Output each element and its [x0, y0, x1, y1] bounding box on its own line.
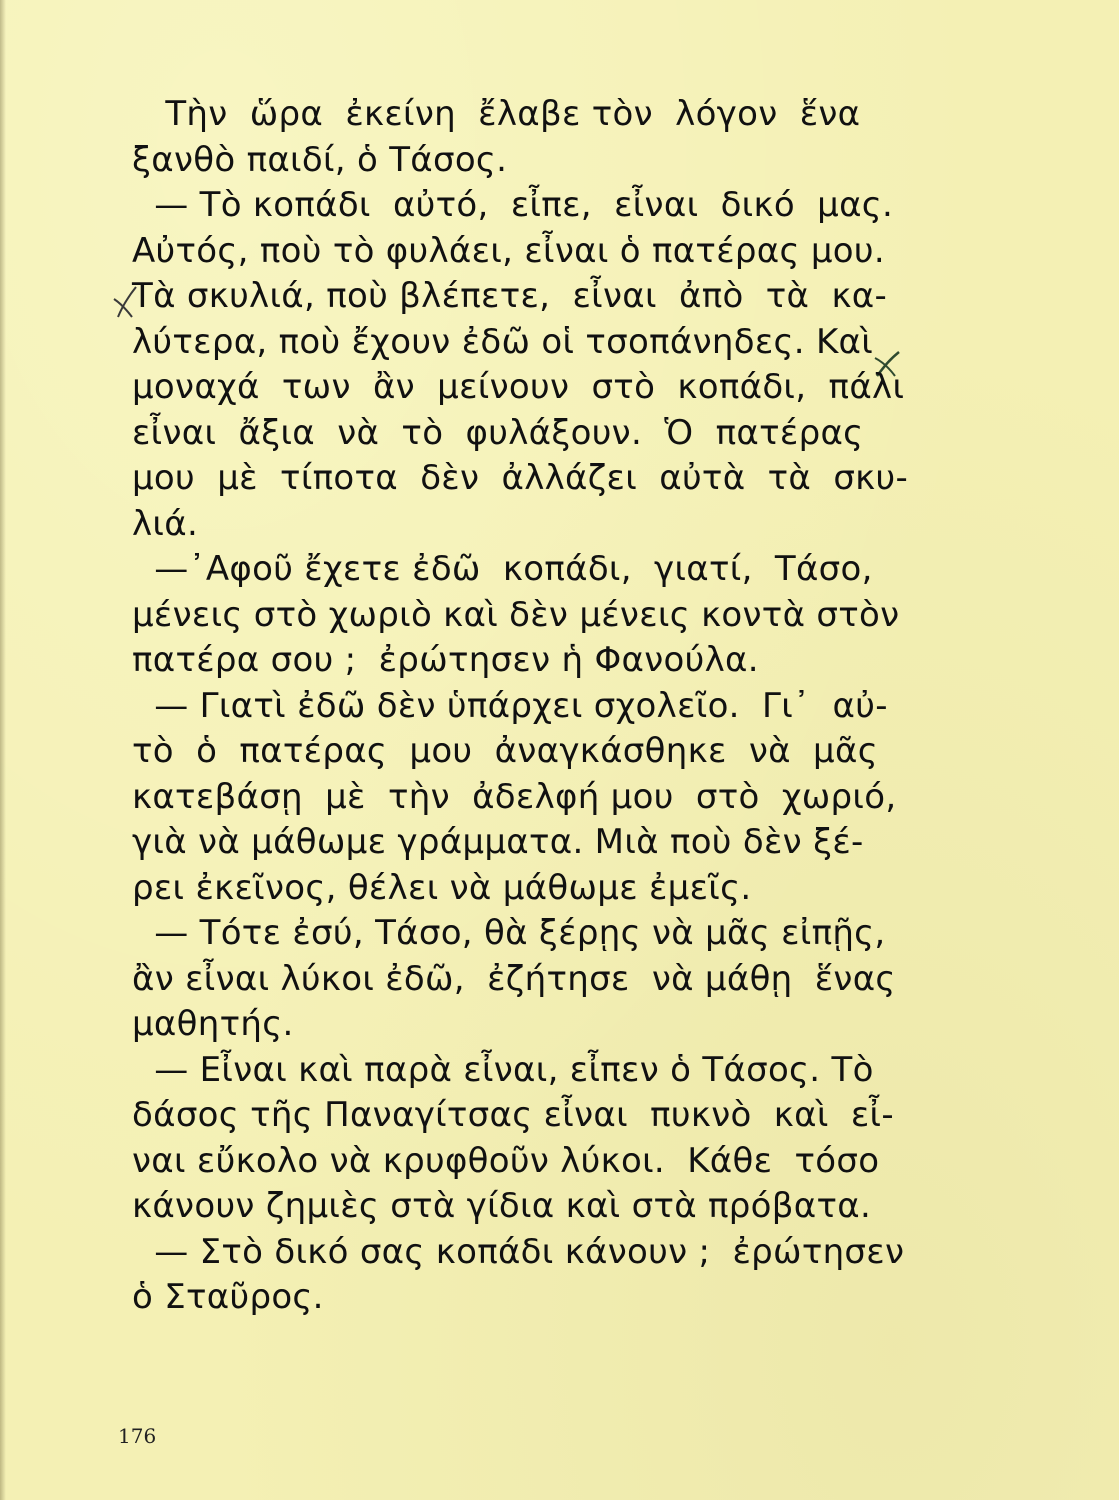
text-line: λιά. — [132, 503, 199, 544]
text-line: Τὰ σκυλιά, ποὺ βλέπετε, εἶναι ἀπὸ τὰ κα- — [132, 276, 888, 316]
text-line: ξανθὸ παιδί, ὁ Τάσος. — [132, 139, 508, 180]
text-line: Τὴν ὥρα ἐκείνη ἔλαβε τὸν λόγον ἕνα — [132, 94, 861, 134]
text-line: λύτερα, ποὺ ἔχουν ἐδῶ οἱ τσοπάνηδες. Καὶ — [132, 321, 874, 362]
text-line: ὁ Σταῦρος. — [132, 1277, 324, 1317]
text-line: γιὰ νὰ μάθωμε γράμματα. Μιὰ ποὺ δὲν ξέ- — [132, 822, 864, 862]
text-line: τὸ ὁ πατέρας μου ἀναγκάσθηκε νὰ μᾶς — [132, 731, 878, 771]
text-line: δάσος τῆς Παναγίτσας εἶναι πυκνὸ καὶ εἶ- — [132, 1095, 894, 1135]
text-line: — Στὸ δικό σας κοπάδι κάνουν ; ἐρώτησεν — [132, 1231, 905, 1272]
text-line: εἶναι ἄξια νὰ τὸ φυλάξουν. Ὁ πατέρας — [132, 412, 864, 453]
text-line: μου μὲ τίποτα δὲν ἀλλάζει αὐτὰ τὰ σκυ- — [132, 458, 909, 498]
text-line: — Τότε ἐσύ, Τάσο, θὰ ξέρῃς νὰ μᾶς εἰπῇς, — [132, 913, 886, 953]
text-line: — Γιατὶ ἐδῶ δὲν ὑπάρχει σχολεῖο. Γι᾿ αὐ- — [132, 685, 888, 726]
text-line: κατεβάσῃ μὲ τὴν ἀδελφή μου στὸ χωριό, — [132, 776, 897, 817]
text-line: ἂν εἶναι λύκοι ἐδῶ, ἐζήτησε νὰ μάθῃ ἕνας — [132, 958, 896, 999]
text-line: — Τὸ κοπάδι αὐτό, εἶπε, εἶναι δικό μας. — [132, 185, 894, 225]
text-line: μένεις στὸ χωριὸ καὶ δὲν μένεις κοντὰ στὸν — [132, 594, 900, 635]
text-line: —᾿Αφοῦ ἔχετε ἐδῶ κοπάδι, γιατί, Τάσο, — [132, 549, 873, 589]
text-line: κάνουν ζημιὲς στὰ γίδια καὶ στὰ πρόβατα. — [132, 1186, 872, 1226]
text-line: μοναχά των ἂν μείνουν στὸ κοπάδι, πάλι — [132, 367, 905, 407]
text-line: Αὐτός, ποὺ τὸ φυλάει, εἶναι ὁ πατέρας μου. — [132, 230, 885, 271]
text-line: πατέρα σου ; ἐρώτησεν ἡ Φανούλα. — [132, 640, 759, 680]
text-line: ρει ἐκεῖνος, θέλει νὰ μάθωμε ἐμεῖς. — [132, 867, 752, 908]
text-line: ναι εὔκολο νὰ κρυφθοῦν λύκοι. Κάθε τόσο — [132, 1140, 880, 1181]
text-line: — Εἶναι καὶ παρὰ εἶναι, εἶπεν ὁ Τάσος. Τὸ — [132, 1049, 874, 1090]
page-edge-shadow — [0, 0, 6, 1500]
body-text — [132, 92, 982, 1321]
page-number: 176 — [118, 1424, 157, 1448]
text-line: μαθητής. — [132, 1004, 294, 1044]
